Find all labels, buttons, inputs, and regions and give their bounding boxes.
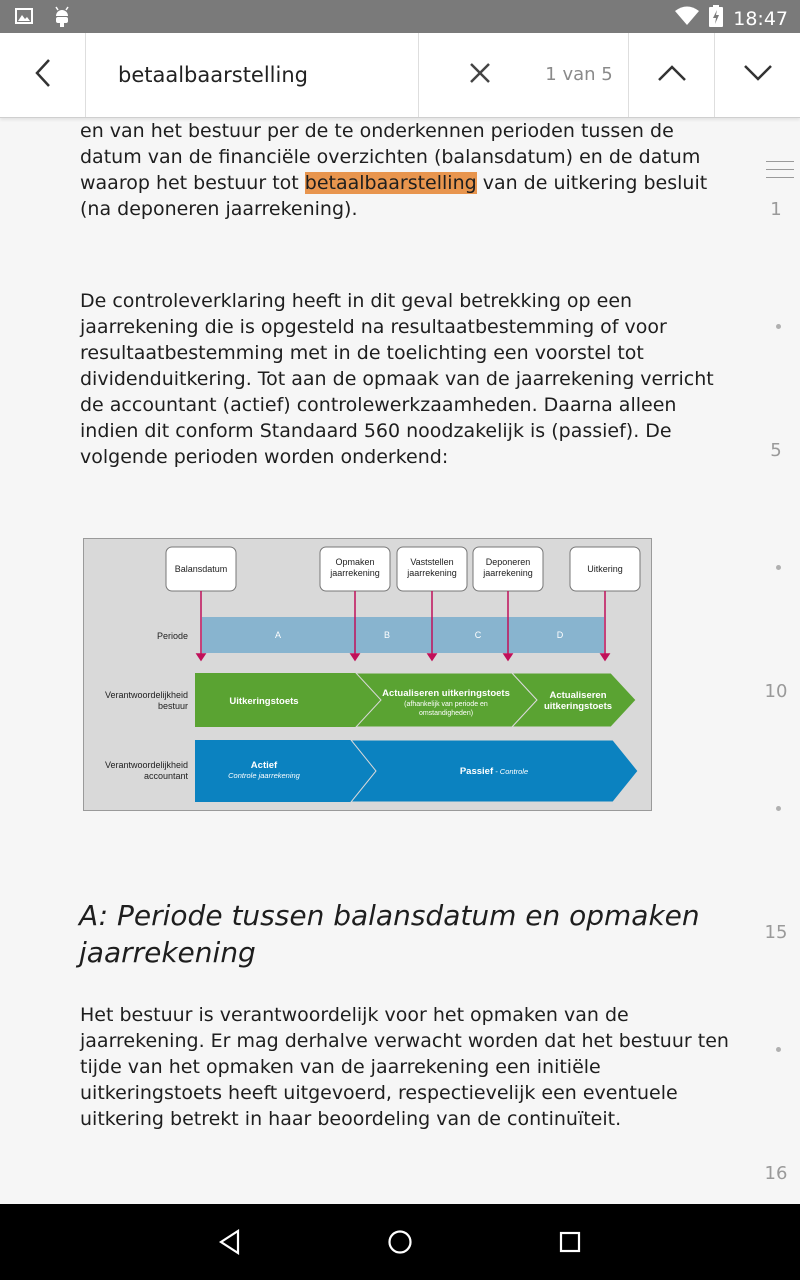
next-match-button[interactable] — [715, 33, 800, 117]
paragraph-text: van de uitkering besluit (na deponeren jaarrekening). — [80, 172, 708, 220]
menu-icon[interactable] — [766, 161, 794, 185]
arrow-label: Actualiseren uitkeringstoets — [543, 690, 613, 712]
nav-home-button[interactable] — [380, 1224, 420, 1264]
page-label[interactable]: 5 — [770, 440, 782, 461]
back-triangle-icon — [218, 1229, 242, 1259]
period-label: A — [274, 630, 282, 640]
home-circle-icon — [387, 1229, 413, 1259]
period-label: D — [556, 630, 564, 640]
arrow-label: Uitkeringstoets — [229, 696, 299, 707]
paragraph-2: De controleverklaring heeft in dit geval betrekking op een jaarrekening die is opgesteld na resultaatbestemming of voor resultaatbestemming met in de toelichting een voorstel tot dividenduitkering. Tot aan de opmaak van de jaarrekening verricht de accountant (actief) controlewerkzaamheden. Daarna alleen indien dit conform Standaard 560 noodzakelijk is (passief). De volgende perioden worden onderkend: — [80, 290, 714, 468]
page-label[interactable]: 15 — [764, 922, 788, 943]
milestone-label: Deponeren jaarrekening — [483, 557, 533, 578]
nav-recents-button[interactable] — [550, 1224, 590, 1264]
battery-icon — [709, 5, 723, 32]
chevron-down-icon — [742, 63, 774, 87]
back-arrow-icon — [32, 57, 54, 93]
page-dot[interactable] — [776, 324, 781, 329]
section-heading: A: Periode tussen balansdatum en opmaken jaarrekening — [79, 899, 700, 969]
milestone-label: Vaststellen jaarrekening — [407, 557, 457, 578]
previous-match-button[interactable] — [629, 33, 714, 117]
paragraph-1 — [80, 118, 730, 222]
close-icon — [468, 61, 492, 89]
gallery-notification-icon — [14, 6, 34, 32]
milestone-label: Balansdatum — [174, 564, 228, 574]
timeline-diagram — [83, 538, 652, 811]
paragraph-text: en van het bestuur per de te onderkennen perioden tussen de datum van de financiële overzichten (balansdatum) en de datum waarop het bestuur tot — [80, 120, 701, 194]
page-dot[interactable] — [776, 806, 781, 811]
clock: 18:47 — [733, 7, 788, 30]
clear-search-button[interactable] — [440, 33, 520, 117]
nav-back-button[interactable] — [210, 1224, 250, 1264]
arrow-sublabel: (afhankelijk van periode en — [404, 701, 488, 708]
paragraph-3: Het bestuur is verantwoordelijk voor het opmaken van de jaarrekening. Er mag derhalve verwacht worden dat het bestuur ten tijde van het opmaken van de jaarrekening een initiële uitkeringstoets heeft uitgevoerd, respectievelijk een eventuele uitkering betrekt in haar beoordeling van de continuïteit. — [80, 1004, 729, 1130]
row-label-accountant: Verantwoordelijkheid accountant — [104, 760, 188, 781]
milestone-boxes — [166, 547, 640, 591]
status-bar — [0, 0, 800, 33]
arrow-actualiseren-1 — [356, 673, 537, 727]
row-label-bestuur: Verantwoordelijkheid bestuur — [104, 690, 188, 711]
periode-label: Periode — [156, 631, 188, 641]
search-highlight: betaalbaarstelling — [304, 172, 477, 194]
android-debug-icon — [52, 6, 72, 32]
back-button[interactable] — [0, 33, 85, 117]
arrow-sublabel: Controle jaarrekening — [228, 771, 300, 780]
page-label[interactable]: 16 — [764, 1163, 788, 1184]
milestone-label: Opmaken jaarrekening — [330, 557, 380, 578]
chevron-up-icon — [656, 63, 688, 87]
arrow-label: Passief - Controle — [459, 766, 529, 777]
milestone-label: Uitkering — [587, 564, 623, 574]
arrow-label: Actualiseren uitkeringstoets — [382, 688, 510, 699]
recents-square-icon — [559, 1231, 581, 1257]
page-dot[interactable] — [776, 565, 781, 570]
period-label: B — [383, 630, 391, 640]
search-toolbar — [0, 33, 800, 118]
arrow-label: Actief — [250, 760, 278, 771]
match-count: 1 van 5 — [545, 64, 613, 85]
navigation-bar — [0, 1204, 800, 1280]
page-scrubber[interactable] — [752, 118, 800, 1204]
period-bar — [202, 617, 604, 653]
period-label: C — [474, 630, 482, 640]
arrow-sublabel: omstandigheden) — [418, 710, 474, 717]
document-viewer[interactable] — [0, 118, 800, 1204]
search-input[interactable]: betaalbaarstelling — [118, 63, 308, 87]
page-dot[interactable] — [776, 1047, 781, 1052]
page-label[interactable]: 10 — [764, 681, 788, 702]
page-label[interactable]: 1 — [770, 199, 782, 220]
wifi-icon — [675, 6, 699, 31]
